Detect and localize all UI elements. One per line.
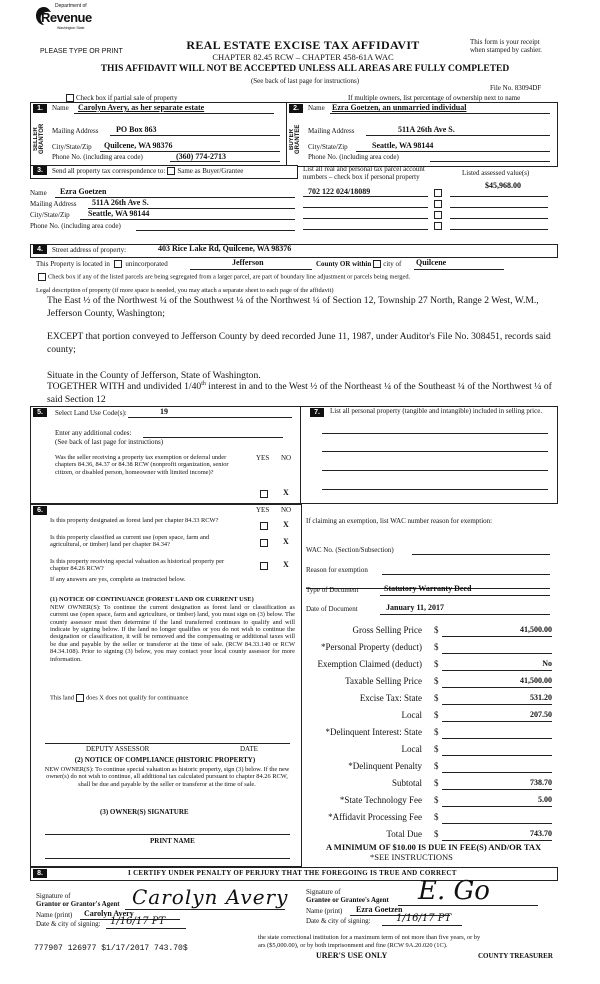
money-row-label: Gross Selling Price	[352, 625, 422, 635]
s6-q1-yes-checkbox[interactable]	[260, 522, 268, 530]
property-street[interactable]: 403 Rice Lake Rd, Quilcene, WA 98376	[158, 244, 292, 253]
dollar-sign: $	[434, 744, 439, 754]
tax-calculation-table	[300, 622, 560, 842]
additional-codes-note: (See back of last page for instructions)	[55, 438, 164, 446]
within-city-checkbox[interactable]	[373, 260, 381, 268]
money-row-star: *	[321, 642, 326, 652]
assessed-header: Listed assessed value(s)	[462, 169, 530, 177]
money-row-star: *	[348, 761, 353, 771]
send-label: Send all property tax correspondence to:	[52, 167, 166, 175]
s5-no-answer[interactable]: X	[283, 488, 289, 497]
county-treasurer-label: COUNTY TREASURER	[478, 952, 553, 960]
buyer-city-label: City/State/Zip	[308, 143, 348, 151]
section-7-number: 7.	[310, 408, 324, 417]
buyer-name-label: Name	[308, 104, 325, 112]
dollar-sign: $	[434, 812, 439, 822]
s5-yes-header: YES	[256, 454, 270, 462]
dollar-sign: $	[434, 710, 439, 720]
parcel-header-1: List all real and personal tax parcel account	[303, 165, 425, 173]
parcel-3-personal-checkbox[interactable]	[434, 211, 442, 219]
city-name[interactable]: Quilcene	[416, 258, 447, 267]
money-row-label: Delinquent Interest: State	[330, 727, 422, 737]
s6-yes-header: YES	[256, 506, 270, 514]
notice-continuance-body: NEW OWNER(S): To continue the current designation as forest land or classification as current use (open space, farm and agriculture, or timber) land, you must sign on (3) below. The county assessor must then determine if the land transferred continues to qualify and will indicate by signing below. If the land no longer qualifies or you do not wish to continue the designation or classification, it will be removed and the compensating or additional taxes will be due and payable by the seller or transferor at the time of sale. (RCW 84.33.140 or RCW 84.34.108). Prior to signing (3) below, you may contact your local county assessor for more information.	[50, 604, 295, 663]
money-row-value[interactable]: No	[542, 659, 552, 668]
this-land-label: This land	[50, 694, 74, 702]
certify-statement: I CERTIFY UNDER PENALTY OF PERJURY THAT THE FOREGOING IS TRUE AND CORRECT	[128, 869, 457, 877]
claiming-exemption-label: If claiming an exemption, list WAC number reason for exemption:	[306, 517, 493, 525]
grantee-sig-label-2: Grantee or Grantee's Agent	[306, 896, 389, 905]
money-row-label: Personal Property (deduct)	[325, 642, 422, 652]
seller-city-label: City/State/Zip	[52, 143, 92, 151]
corr-mailing-label: Mailing Address	[30, 200, 77, 208]
buyer-mailing-label: Mailing Address	[308, 127, 355, 135]
grantor-date[interactable]: 1/16/17 PT	[110, 916, 166, 927]
doc-date[interactable]: January 11, 2017	[386, 603, 445, 612]
money-row-delinquent-interest-local	[300, 741, 560, 758]
doc-date-label: Date of Document	[306, 605, 358, 613]
legal-description-3: Situate in the County of Jefferson, State of Washington.	[47, 370, 261, 381]
segregated-label: Check box if any of the listed parcels are being segregated from a larger parcel, are part of boundary line adjustment or parcels being merged.	[48, 273, 411, 281]
dollar-sign: $	[434, 676, 439, 686]
grantee-sig-label	[306, 888, 389, 905]
corr-phone-label: Phone No. (including area code)	[30, 222, 121, 230]
s5-no-header: NO	[281, 454, 292, 462]
treasurer-use-only: URER'S USE ONLY	[316, 951, 388, 960]
s6-question-1: Is this property designated as forest land per chapter 84.33 RCW?	[50, 517, 219, 524]
section-3-number: 3.	[33, 166, 47, 175]
money-row-value[interactable]: 41,500.00	[520, 625, 552, 634]
s6-question-2: Is this property classified as current use (open space, farm and agricultural, or timber) land per chapter 84.34?	[50, 534, 210, 549]
dollar-sign: $	[434, 625, 439, 635]
grantor-sig-label	[36, 892, 120, 909]
located-prefix: This Property is located in	[36, 260, 110, 268]
receipt-note-1: This form is your receipt	[470, 38, 540, 46]
s6-q1-no-answer[interactable]: X	[283, 520, 289, 529]
seller-phone[interactable]: (360) 774-2713	[176, 152, 226, 161]
seller-vertical-label: SELLER GRANTOR	[33, 123, 45, 155]
land-use-label: Select Land Use Code(s):	[55, 409, 127, 417]
land-continuance-row	[50, 694, 188, 702]
reason-label: Reason for exemption	[306, 566, 368, 574]
multiple-owners-note: If multiple owners, list percentage of ownership next to name	[348, 94, 521, 102]
grantor-date-label: Date & city of signing:	[36, 920, 101, 928]
legal-4b: interest in and to the West ½ of the Northeast ¼ of the Southeast ¼ of the Northwest ¼ of said Section 12	[47, 381, 552, 406]
parcel-2-personal-checkbox[interactable]	[434, 200, 442, 208]
county-or-within	[316, 260, 401, 268]
money-row-label: Taxable Selling Price	[345, 676, 422, 686]
does-qualify-checkbox[interactable]	[76, 694, 84, 702]
street-label: Street address of property:	[52, 246, 127, 254]
legal-description-2: EXCEPT that portion conveyed to Jefferson County by deed recorded June 11, 1987, under Auditor's File No. 308451, records said county;	[47, 331, 551, 355]
grantor-signature[interactable]: Carolyn Avery	[132, 885, 289, 909]
corr-name-label: Name	[30, 189, 47, 197]
same-as-buyer-checkbox[interactable]	[167, 167, 175, 175]
grantee-name-label: Name (print)	[306, 907, 343, 915]
legal-4-sup: th	[201, 381, 206, 387]
money-row-label: State Technology Fee	[344, 795, 422, 805]
county-or-within-label: County OR within	[316, 260, 372, 268]
money-row-label: Local	[401, 744, 422, 754]
money-row-label: Delinquent Penalty	[352, 761, 422, 771]
s6-q2-yes-checkbox[interactable]	[260, 539, 268, 547]
if-yes-instructions: If any answers are yes, complete as instructed below.	[50, 576, 186, 583]
section-6-number: 6.	[33, 506, 47, 515]
buyer-name[interactable]: Ezra Goetzen, an unmarried individual	[332, 103, 467, 112]
money-row-value[interactable]: 743.70	[530, 829, 552, 838]
legal-description-4	[47, 380, 557, 407]
city-of-label: city of	[383, 260, 402, 268]
dollar-sign: $	[434, 795, 439, 805]
assessed-value[interactable]: $45,968.00	[485, 181, 521, 190]
money-row-exemption-claimed	[300, 656, 560, 673]
dollar-sign: $	[434, 727, 439, 737]
money-row-personal-property	[300, 639, 560, 656]
buyer-phone-label: Phone No. (including area code)	[308, 153, 399, 161]
form-title: REAL ESTATE EXCISE TAX AFFIDAVIT	[186, 38, 420, 52]
same-as-buyer-label: Same as Buyer/Grantee	[177, 167, 244, 175]
assessor-date-label: DATE	[240, 745, 258, 753]
perjury-note-1: the state correctional institution for a maximum term of not more than five years, or by	[258, 934, 481, 941]
personal-property-label: List all personal property (tangible and intangible) included in selling price.	[330, 407, 543, 415]
deputy-assessor-label: DEPUTY ASSESSOR	[86, 745, 150, 753]
send-correspondence-row	[52, 167, 243, 175]
money-row-subtotal	[300, 775, 560, 792]
grantor-name[interactable]: Carolyn Avery	[84, 909, 134, 918]
grantee-date-label: Date & city of signing:	[306, 917, 371, 925]
section-4-number: 4.	[33, 245, 47, 254]
logo-sub: Washington State	[57, 26, 85, 30]
land-use-code[interactable]: 19	[160, 407, 168, 416]
dollar-sign: $	[434, 693, 439, 703]
money-row-label: Excise Tax: State	[359, 693, 422, 703]
dollar-sign: $	[434, 659, 439, 669]
parcel-header	[303, 165, 473, 182]
section-8-number: 8.	[33, 869, 47, 878]
logo-top: Department of	[55, 3, 87, 9]
segregated-checkbox[interactable]	[38, 273, 46, 281]
buyer-mailing[interactable]: 511A 26th Ave S.	[398, 125, 455, 134]
form-chapter: CHAPTER 82.45 RCW – CHAPTER 458-61A WAC	[212, 52, 394, 62]
legal-label: Legal description of property (if more space is needed, you may attach a separate sheet to each page of the affidavit)	[36, 287, 334, 294]
seller-name-label: Name	[52, 104, 69, 112]
dollar-sign: $	[434, 829, 439, 839]
grantee-date[interactable]: 1/16/17 PT	[396, 913, 452, 924]
buyer-city[interactable]: Seattle, WA 98144	[372, 141, 434, 150]
additional-codes-label: Enter any additional codes:	[55, 429, 132, 437]
seller-phone-label: Phone No. (including area code)	[52, 153, 143, 161]
money-row-star: *	[325, 727, 331, 737]
exemption-question: Was the seller receiving a property tax exemption or deferral under chapters 84.36, 84.37 or 84.38 RCW (nonprofit organization, senior citizen, or disabled person, homeowner with limited income)?	[55, 454, 229, 476]
grantee-sig-label-1: Signature of	[306, 888, 341, 896]
county-name[interactable]: Jefferson	[232, 258, 264, 267]
grantee-signature[interactable]: E. Go	[418, 876, 490, 906]
money-row-processing-fee	[300, 809, 560, 826]
s6-q3-yes-checkbox[interactable]	[260, 562, 268, 570]
notice-compliance-title: (2) NOTICE OF COMPLIANCE (HISTORIC PROPERTY)	[74, 756, 256, 764]
grantor-sig-label-1: Signature of	[36, 892, 71, 900]
parcel-4-personal-checkbox[interactable]	[434, 222, 442, 230]
cashier-receipt-stamp: 777907 126977 $1/17/2017 743.70$	[34, 944, 188, 953]
money-row-total-due	[300, 826, 560, 843]
s6-question-3: Is this property receiving special valuation as historical property per chapter 84.26 RCW?	[50, 558, 225, 573]
money-row-delinquent-interest-state	[300, 724, 560, 741]
file-number: File No. 83094DF	[490, 84, 542, 92]
money-row-label: Total Due	[386, 829, 422, 839]
revenue-logo	[35, 4, 95, 44]
money-row-excise-local	[300, 707, 560, 724]
corr-mailing[interactable]: 511A 26th Ave S.	[92, 198, 149, 207]
corr-city[interactable]: Seattle, WA 98144	[88, 209, 150, 218]
notice-compliance-body: NEW OWNER(S): To continue special valuation as historic property, sign (3) below. If the new owner(s) do not wish to continue, all additional tax calculated pursuant to chapter 84.26 RCW, shall be due and payable by the seller or transferor at the time of sale.	[44, 766, 290, 788]
parcel-number[interactable]: 702 122 024/18089	[308, 187, 371, 196]
legal-description-1: The East ½ of the Northwest ¼ of the Southwest ¼ of the Northwest ¼ of Section 12, Township 27 North, Range 2 West, W.M., Jefferson County, Washington;	[47, 295, 539, 319]
dollar-sign: $	[434, 778, 439, 788]
see-instructions-note: *SEE INSTRUCTIONS	[370, 852, 453, 862]
seller-city[interactable]: Quilcene, WA 98376	[104, 141, 173, 150]
money-row-label: Local	[401, 710, 422, 720]
section-5-number: 5.	[33, 408, 47, 417]
wac-label: WAC No. (Section/Subsection)	[306, 546, 394, 554]
print-name-label: PRINT NAME	[150, 837, 195, 845]
money-row-value[interactable]: 207.50	[530, 710, 552, 719]
partial-sale-label: Check box if partial sale of property	[76, 94, 178, 102]
perjury-note-2: ars ($5,000.00), or by both imprisonment and fine (RCW 9A.20.020 (1C).	[258, 942, 448, 949]
does-not-qualify-label: does X does not qualify for continuance	[85, 694, 189, 702]
s5-yes-checkbox[interactable]	[260, 490, 268, 498]
located-row	[36, 260, 168, 268]
money-row-gross-selling	[300, 622, 560, 639]
money-row-star: *	[328, 812, 333, 822]
doc-type[interactable]: Statutory Warranty Deed	[384, 584, 472, 593]
notice-continuance-title: (1) NOTICE OF CONTINUANCE (FOREST LAND OR CURRENT USE)	[50, 596, 254, 603]
receipt-note-2: when stamped by cashier.	[470, 46, 542, 54]
seller-mailing-label: Mailing Address	[52, 127, 99, 135]
buyer-vertical-label: BUYER GRANTEE	[289, 124, 301, 154]
doc-type-label: Type of Document	[306, 586, 359, 594]
dollar-sign: $	[434, 642, 439, 652]
seller-name[interactable]: Carolyn Avery, as her separate estate	[78, 103, 205, 112]
money-row-value[interactable]: 5.00	[538, 795, 552, 804]
money-row-label: Affidavit Processing Fee	[332, 812, 422, 822]
money-row-value[interactable]: 738.70	[530, 778, 552, 787]
logo-main: Revenue	[41, 10, 92, 25]
segregated-row	[36, 273, 556, 281]
money-row-value[interactable]: 41,500.00	[520, 676, 552, 685]
money-row-star: *	[339, 795, 345, 805]
money-row-taxable-selling	[300, 673, 560, 690]
seller-mailing[interactable]: PO Box 863	[116, 125, 157, 134]
see-back-note: (See back of last page for instructions)	[250, 77, 360, 85]
money-row-technology-fee	[300, 792, 560, 809]
s6-q2-no-answer[interactable]: X	[283, 537, 289, 546]
money-row-delinquent-penalty	[300, 758, 560, 775]
minimum-due-note: A MINIMUM OF $10.00 IS DUE IN FEE(S) AND/OR TAX	[326, 842, 542, 852]
unincorporated-label: unincorporated	[125, 260, 168, 268]
parcel-header-2: numbers – check box if personal property	[303, 173, 420, 182]
money-row-value[interactable]: 531.20	[530, 693, 552, 702]
form-warning: THIS AFFIDAVIT WILL NOT BE ACCEPTED UNLESS ALL AREAS ARE FULLY COMPLETED	[100, 64, 510, 74]
legal-4a: TOGETHER WITH and undivided 1/40	[47, 381, 202, 393]
grantee-name[interactable]: Ezra Goetzen	[356, 905, 403, 914]
s6-no-header: NO	[281, 506, 292, 514]
corr-name[interactable]: Ezra Goetzen	[60, 187, 107, 196]
owner-signature-label: (3) OWNER(S) SIGNATURE	[100, 808, 189, 816]
s6-q3-no-answer[interactable]: X	[283, 560, 289, 569]
section-1-number: 1.	[33, 104, 47, 113]
please-type: PLEASE TYPE OR PRINT	[40, 48, 123, 55]
money-row-excise-state	[300, 690, 560, 707]
money-row-label: Subtotal	[391, 778, 422, 788]
section-2-number: 2.	[289, 104, 303, 113]
corr-city-label: City/State/Zip	[30, 211, 70, 219]
unincorporated-checkbox[interactable]	[114, 260, 122, 268]
money-row-label: Exemption Claimed (deduct)	[317, 659, 422, 669]
dollar-sign: $	[434, 761, 439, 771]
parcel-1-personal-checkbox[interactable]	[434, 189, 442, 197]
grantor-sig-label-2: Grantor or Grantor's Agent	[36, 900, 120, 909]
grantor-name-label: Name (print)	[36, 911, 73, 919]
